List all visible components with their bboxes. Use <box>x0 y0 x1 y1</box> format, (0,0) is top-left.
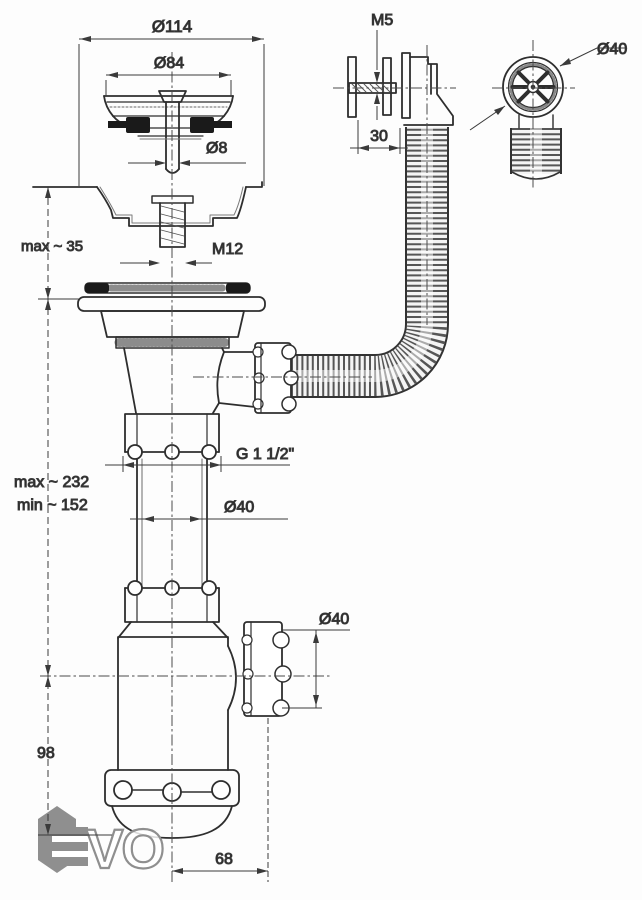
main-drawing <box>33 53 563 838</box>
dim-d8 <box>128 140 246 166</box>
dim-d40-pipe <box>130 499 288 522</box>
dim-label-30: 30 <box>370 128 388 145</box>
centerlines <box>40 40 575 884</box>
cup-screw <box>114 781 132 799</box>
dim-label-m12: M12 <box>212 241 244 258</box>
dim-label-d40-pipe: Ø40 <box>224 499 255 516</box>
dim-d84 <box>106 55 231 96</box>
dim-label-d40-overflow: Ø40 <box>597 41 628 58</box>
seal-right <box>190 117 214 133</box>
gasket <box>85 283 250 293</box>
dim-m12 <box>120 241 243 266</box>
dim-label-max232: max ~ 232 <box>14 474 90 491</box>
flex-hose <box>291 127 427 376</box>
dim-label-d8: Ø8 <box>206 140 228 157</box>
dim-label-max35: max ~ 35 <box>21 238 84 255</box>
dim-label-68: 68 <box>215 851 233 868</box>
overflow-rosette-plate <box>402 53 410 118</box>
seal-left <box>126 117 150 133</box>
dim-label-m5: M5 <box>371 12 394 29</box>
dim-d40-outlet <box>282 611 350 708</box>
dim-label-d114: Ø114 <box>151 17 193 36</box>
trap-shoulder <box>118 622 228 638</box>
overflow-elbow <box>404 57 453 125</box>
outlet-bottom <box>219 403 255 407</box>
dim-label-98: 98 <box>37 745 55 762</box>
cup-screw <box>212 781 230 799</box>
body-left-edge <box>124 348 136 413</box>
seal-wing-right <box>214 121 232 128</box>
dim-68 <box>172 718 268 882</box>
dim-label-d40-outlet: Ø40 <box>319 611 350 628</box>
dim-30 <box>350 120 408 154</box>
dim-label-min152: min ~ 152 <box>17 497 88 514</box>
seal-wing-left <box>108 121 126 128</box>
dim-label-d84: Ø84 <box>153 55 185 72</box>
overflow-side-view <box>348 53 453 125</box>
logo-bar <box>57 842 88 851</box>
logo <box>38 806 163 880</box>
dim-label-g112: G 1 1/2" <box>236 446 295 463</box>
logo-text: VO <box>86 817 163 880</box>
strainer-basket <box>104 91 233 173</box>
trap-outlet-transition <box>228 646 236 710</box>
drain-body <box>78 297 298 413</box>
logo-bar <box>57 857 88 866</box>
overflow-stub-hose <box>512 128 560 179</box>
bottle-trap <box>105 622 291 838</box>
